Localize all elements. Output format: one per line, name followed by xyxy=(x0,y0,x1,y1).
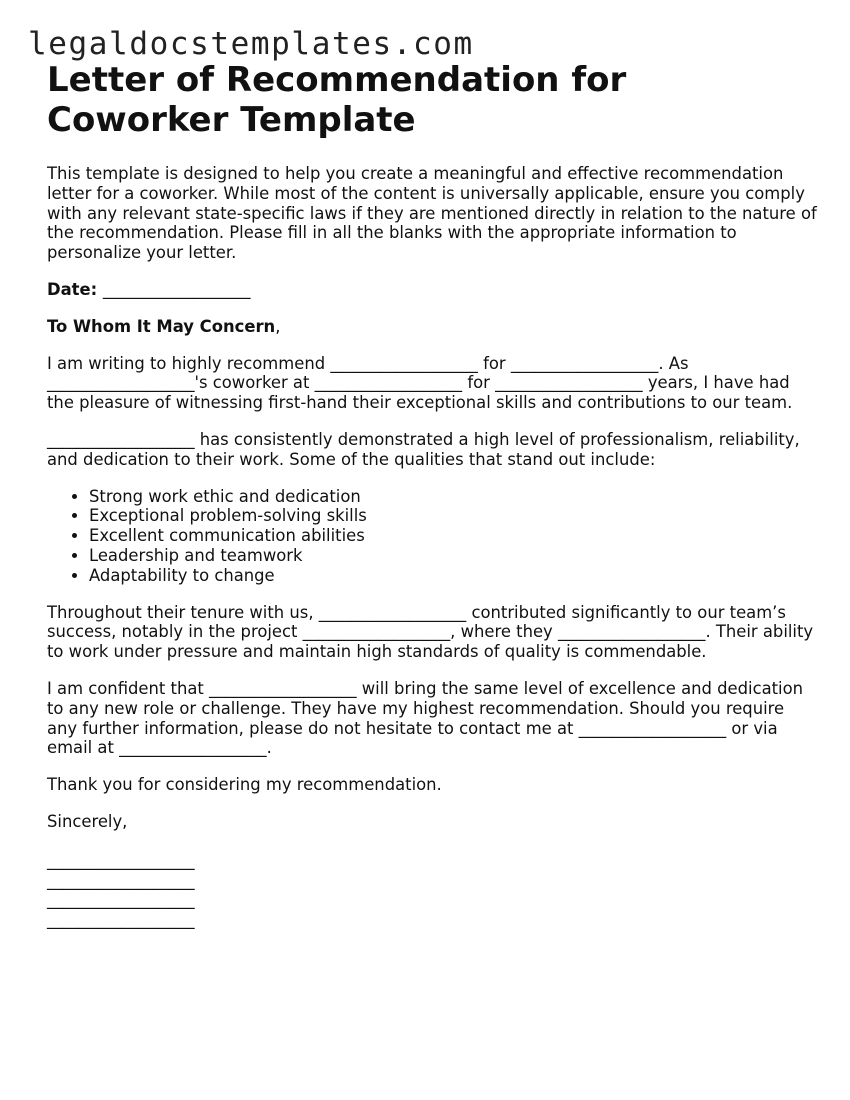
signature-line-name[interactable]: __________________ xyxy=(47,850,195,870)
list-item: • Strong work ethic and dedication xyxy=(89,487,817,507)
para3-text: contributed significantly to our team’s success, notably in the project xyxy=(47,602,786,642)
page-title xyxy=(47,60,817,140)
sign-off: Sincerely, xyxy=(47,811,128,831)
blank-email[interactable]: __________________ xyxy=(119,738,267,758)
blank-achievement[interactable]: __________________ xyxy=(557,622,706,642)
blank-name[interactable]: __________________ xyxy=(318,602,467,622)
list-item: • Excellent communication abilities xyxy=(89,526,817,546)
blank-name-possessive[interactable]: __________________ xyxy=(47,373,195,393)
date-blank[interactable]: __________________ xyxy=(102,279,251,299)
salutation xyxy=(47,317,817,337)
blank-name[interactable]: __________________ xyxy=(47,429,195,449)
para1-text: . As xyxy=(658,353,689,373)
qualities-intro-paragraph xyxy=(47,430,817,470)
qualities-list xyxy=(47,487,817,586)
blank-project[interactable]: __________________ xyxy=(302,622,451,642)
para4-text: or via email at xyxy=(47,718,778,758)
intro-paragraph: This template is designed to help you create a meaningful and effective recommendation letter for a coworker. While most of the content is universally applicable, ensure you comply with any relevant state-specific laws if they are mentioned directly in relation to the nature of the recommendation. Please fill in all the blanks with the appropriate information to personalize your letter. xyxy=(47,164,817,263)
document-body xyxy=(47,60,817,930)
signature-line-contact[interactable]: __________________ xyxy=(47,910,195,930)
para1-text: for xyxy=(477,353,511,373)
para1-text: 's coworker at xyxy=(194,373,315,393)
blank-recommendee-name[interactable]: __________________ xyxy=(330,353,478,373)
para1-text: I am writing to highly recommend xyxy=(47,353,331,373)
blank-company[interactable]: __________________ xyxy=(314,373,463,393)
blank-years[interactable]: __________________ xyxy=(495,373,643,393)
signature-block xyxy=(47,851,817,930)
para4-text: will bring the same level of excellence and dedication to any new role or challenge. They have my highest recommendation. Should you require any further information, please do not hesitate to contact me at xyxy=(47,678,804,738)
title-line-2: Coworker Template xyxy=(47,100,416,140)
para3-text: . Their ability to work under pressure and maintain high standards of quality is commendable. xyxy=(47,622,814,662)
para1-text: years, I have had the pleasure of witnessing first-hand their exceptional skills and contributions to our team. xyxy=(47,373,793,413)
para1-text: for xyxy=(462,373,496,393)
thanks-line: Thank you for considering my recommendation. xyxy=(47,775,442,795)
confidence-paragraph xyxy=(47,679,817,758)
para2-text: has consistently demonstrated a high level of professionalism, reliability, and dedication to their work. Some of the qualities that stand out include: xyxy=(47,429,800,469)
blank-name[interactable]: __________________ xyxy=(209,678,357,698)
signature-line-title[interactable]: __________________ xyxy=(47,870,195,890)
list-item: • Leadership and teamwork xyxy=(89,546,817,566)
contributions-paragraph xyxy=(47,603,817,662)
para3-text: Throughout their tenure with us, xyxy=(47,602,319,622)
salutation-text: To Whom It May Concern xyxy=(47,316,276,336)
list-item: • Adaptability to change xyxy=(89,566,817,586)
para3-text: , where they xyxy=(450,622,558,642)
blank-position[interactable]: __________________ xyxy=(510,353,659,373)
para4-text: I am confident that xyxy=(47,678,210,698)
title-line-1: Letter of Recommendation for xyxy=(47,60,627,100)
blank-phone[interactable]: __________________ xyxy=(578,718,727,738)
signature-line-company[interactable]: __________________ xyxy=(47,890,195,910)
salutation-punct: , xyxy=(275,316,281,336)
recommendation-paragraph xyxy=(47,354,817,413)
para4-text: . xyxy=(266,738,272,758)
date-label: Date: xyxy=(47,279,98,299)
list-item: • Exceptional problem-solving skills xyxy=(89,506,817,526)
watermark: legaldocstemplates.com xyxy=(28,26,474,62)
date-line xyxy=(47,280,817,300)
